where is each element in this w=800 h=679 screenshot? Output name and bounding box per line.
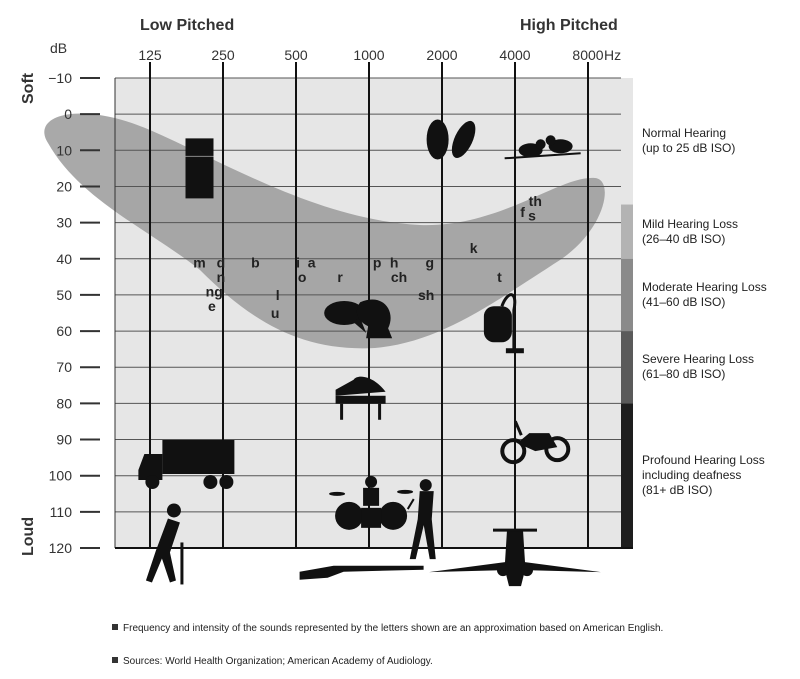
phoneme-label: g xyxy=(425,254,435,271)
y-tick-label: 80 xyxy=(56,395,72,412)
phoneme-label: n xyxy=(216,268,226,285)
y-tick-label: −10 xyxy=(48,70,72,86)
y-tick-label: 50 xyxy=(56,286,72,303)
phoneme-label: i xyxy=(296,254,301,271)
header-high-pitched: High Pitched xyxy=(520,17,618,34)
phoneme-label: d xyxy=(216,254,226,271)
band-label xyxy=(642,217,738,247)
phoneme-label: m xyxy=(193,254,206,271)
band-label-line: Severe Hearing Loss xyxy=(642,352,755,367)
rifle-icon xyxy=(300,566,424,580)
x-tick-label: 250 xyxy=(211,47,235,63)
band-label-line: Moderate Hearing Loss xyxy=(642,279,767,294)
band-label xyxy=(642,453,765,498)
phoneme-label: sh xyxy=(417,286,435,303)
y-tick-label: 10 xyxy=(56,142,72,159)
x-tick-label: 2000 xyxy=(426,47,458,63)
y-tick-label: 110 xyxy=(49,503,72,520)
x-tick-label: 1000 xyxy=(353,47,385,63)
phoneme-label: th xyxy=(528,192,542,209)
phoneme-label: t xyxy=(497,268,502,285)
side-label-soft: Soft xyxy=(20,72,37,104)
x-axis xyxy=(138,47,603,63)
phoneme-label: ch xyxy=(390,268,408,285)
y-tick-label: 20 xyxy=(56,178,72,195)
header-low-pitched: Low Pitched xyxy=(140,17,235,34)
x-tick-label: 8000 xyxy=(572,47,604,63)
band-segment-4 xyxy=(621,403,633,548)
phoneme-label: a xyxy=(307,254,316,271)
severity-band-bar xyxy=(621,78,633,548)
phoneme-label: ng xyxy=(205,283,223,300)
note-sources xyxy=(112,655,672,668)
phoneme-label: r xyxy=(337,268,343,285)
y-tick-label: 60 xyxy=(56,323,72,340)
phoneme-label: u xyxy=(270,305,280,321)
bullet-icon xyxy=(112,624,118,630)
x-tick-label: 500 xyxy=(284,47,308,63)
x-tick-label: 4000 xyxy=(499,47,531,63)
y-tick-label: 40 xyxy=(56,250,72,267)
phoneme-label: b xyxy=(251,254,260,271)
band-label-line: (41–60 dB ISO) xyxy=(642,294,726,309)
band-label-line: (up to 25 dB ISO) xyxy=(642,141,736,156)
band-label xyxy=(642,280,767,310)
band-label-line: Mild Hearing Loss xyxy=(642,216,739,231)
x-tick-label: 125 xyxy=(138,47,162,63)
y-unit-label: dB xyxy=(50,40,68,56)
phoneme-label: o xyxy=(297,268,307,285)
band-label-line: Profound Hearing Loss xyxy=(642,453,765,468)
y-tick-label: 30 xyxy=(56,214,72,231)
phoneme-label: p xyxy=(372,254,382,271)
x-unit-label: Hz xyxy=(604,47,622,63)
band-label xyxy=(642,126,735,156)
phoneme-label: f xyxy=(520,203,525,220)
y-tick-label: 120 xyxy=(48,540,72,556)
band-label xyxy=(642,352,754,382)
phoneme-label: l xyxy=(275,286,280,303)
band-segment-0 xyxy=(621,78,633,205)
band-segment-1 xyxy=(621,205,633,259)
band-segment-2 xyxy=(621,259,633,331)
y-tick-label: 90 xyxy=(56,431,72,448)
band-label-line: (26–40 dB ISO) xyxy=(642,231,726,246)
band-label-line: Normal Hearing xyxy=(642,126,727,141)
phoneme-label: k xyxy=(469,239,478,256)
band-label-line: including deafness xyxy=(642,468,742,483)
note-frequency-text: Frequency and intensity of the sounds represented by the letters shown are an approximation based on American English. xyxy=(123,623,664,634)
band-segment-3 xyxy=(621,331,633,403)
note-frequency xyxy=(112,622,672,635)
y-tick-label: 0 xyxy=(64,106,72,123)
y-tick-label: 100 xyxy=(48,467,72,484)
note-sources-text: Sources: World Health Organization; American Academy of Audiology. xyxy=(123,656,433,667)
bullet-icon xyxy=(112,657,118,663)
side-label-loud: Loud xyxy=(20,516,37,556)
refrigerator-icon xyxy=(185,138,213,198)
phoneme-label: h xyxy=(389,254,399,271)
band-label-line: (81+ dB ISO) xyxy=(642,483,713,498)
band-label-line: (61–80 dB ISO) xyxy=(642,367,726,382)
phoneme-label: s xyxy=(528,207,536,224)
phoneme-label: e xyxy=(208,297,216,314)
y-tick-label: 70 xyxy=(56,359,72,376)
